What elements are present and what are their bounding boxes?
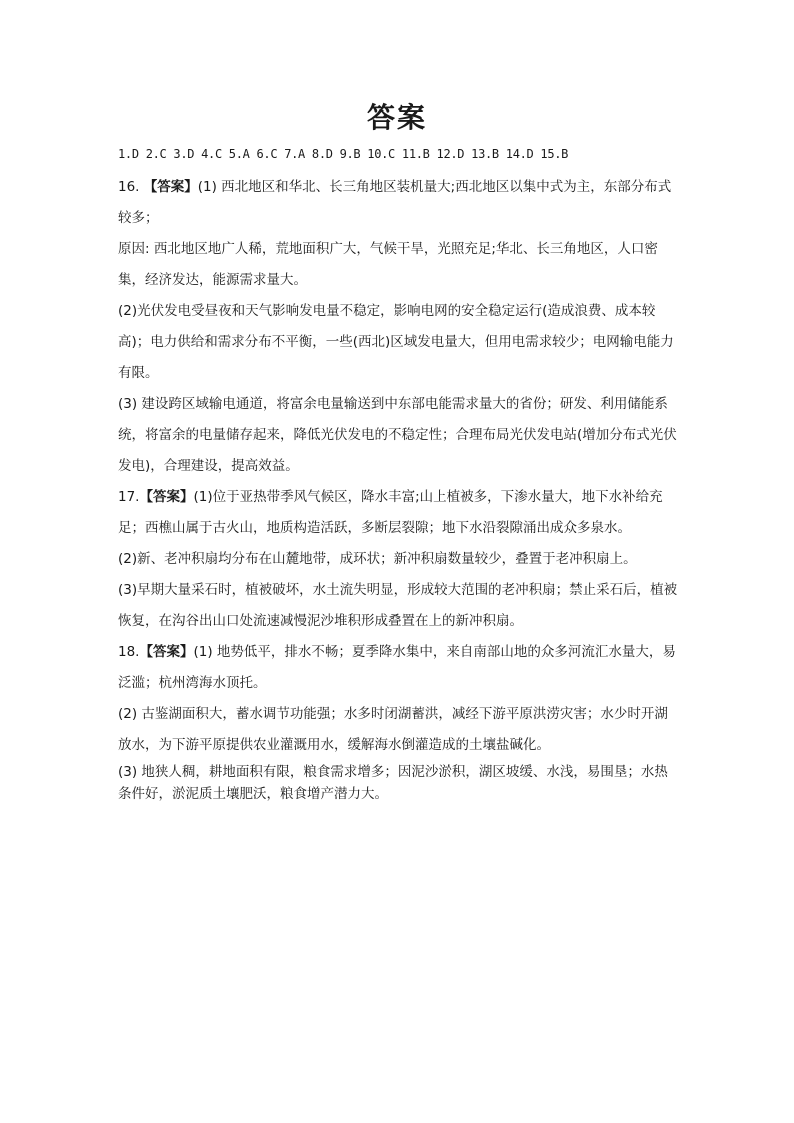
answer-content [118,144,678,805]
q16-part3: (3) 建设跨区域输电通道，将富余电量输送到中东部电能需求量大的省份；研发、利用储能系统，将富余的电量储存起来，降低光伏发电的不稳定性；合理布局光伏发电站(增加分布式光伏发电)，合理建设，提高效益。 [118,396,677,474]
question-16 [118,172,678,482]
q18-part3: (3) 地狭人稠，耕地面积有限，粮食需求增多；因泥沙淤积，湖区坡缓、水浅，易围垦；水热条件好，淤泥质土壤肥沃，粮食增产潜力大。 [118,764,668,802]
q17-part2: (2)新、老冲积扇均分布在山麓地带，成环状；新冲积扇数量较少，叠置于老冲积扇上。 [118,551,637,567]
q18-part1-text: (1) 地势低平，排水不畅；夏季降水集中，来自南部山地的众多河流汇水量大，易泛滥；杭州湾海水顶托。 [118,644,676,691]
q17-answer-tag: 【答案】 [139,489,194,505]
page-title: 答案 [366,101,427,134]
q18-number: 18. [118,644,140,660]
q16-part2: (2)光伏发电受昼夜和天气影响发电量不稳定，影响电网的安全稳定运行(造成浪费、成本较高)；电力供给和需求分布不平衡，一些(西北)区域发电量大，但用电需求较少；电网输电能力有限。 [118,303,674,381]
q16-part1-text: (1) 西北地区和华北、长三角地区装机量大;西北地区以集中式为主，东部分布式较多； [118,179,672,226]
question-17 [118,482,678,637]
q16-part1 [118,172,678,234]
q18-part1 [118,637,678,699]
q17-part1 [118,482,678,544]
multiple-choice-answers: 1.D 2.C 3.D 4.C 5.A 6.C 7.A 8.D 9.B 10.C 11.B 12.D 13.B 14.D 15.B [118,147,569,161]
q18-answer-tag: 【答案】 [139,644,194,660]
q16-answer-tag: 【答案】 [143,179,198,195]
q16-part1-reason: 原因: 西北地区地广人稀，荒地面积广大，气候干旱，光照充足;华北、长三角地区，人口密集，经济发达，能源需求量大。 [118,241,658,288]
q16-number: 16. [118,179,144,195]
q17-part1-text: (1)位于亚热带季风气候区，降水丰富;山上植被多，下渗水量大，地下水补给充足；西樵山属于古火山，地质构造活跃，多断层裂隙；地下水沿裂隙涌出成众多泉水。 [118,489,663,536]
q17-number: 17. [118,489,140,505]
q18-part2: (2) 古鉴湖面积大，蓄水调节功能强；水多时闭湖蓄洪，减经下游平原洪涝灾害；水少时开湖放水，为下游平原提供农业灌溉用水，缓解海水倒灌造成的土壤盐碱化。 [118,706,668,753]
question-18 [118,637,678,805]
q17-part3: (3)早期大量采石时，植被破坏，水土流失明显，形成较大范围的老冲积扇；禁止采石后，植被恢复，在沟谷出山口处流速减慢泥沙堆积形成叠置在上的新冲积扇。 [118,582,678,629]
